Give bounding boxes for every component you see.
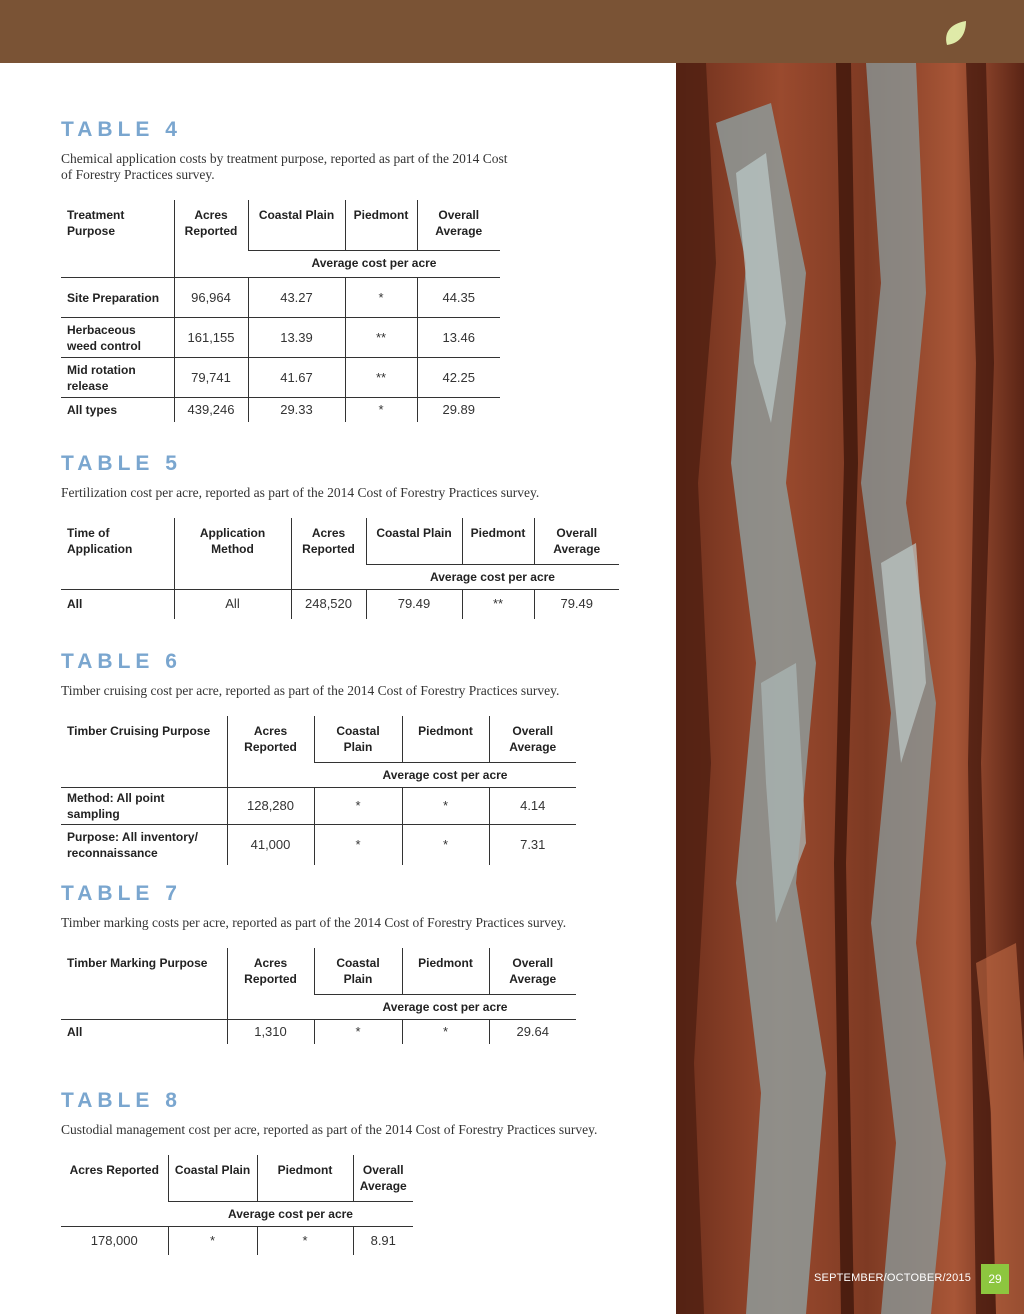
issue-date: SEPTEMBER/OCTOBER/2015 <box>814 1272 972 1284</box>
column-header: Overall Average <box>353 1155 413 1202</box>
column-header: Piedmont <box>462 518 534 565</box>
table-6-caption: Timber cruising cost per acre, reported as part of the 2014 Cost of Forestry Practices survey. <box>61 683 560 698</box>
table-5 <box>61 518 619 619</box>
column-header: Coastal Plain <box>168 1155 257 1202</box>
table-row: Purpose: All inventory/ reconnaissance 41,000 * * 7.31 <box>61 825 576 865</box>
column-header: Piedmont <box>402 948 489 995</box>
table-7-heading: TABLE 7 <box>61 882 182 905</box>
column-header: Coastal Plain <box>366 518 462 565</box>
column-header: Timber Marking Purpose <box>67 956 208 970</box>
tree-bark-photo <box>676 63 1024 1314</box>
table-row: 178,000 * * 8.91 <box>61 1227 413 1255</box>
subheader: Average cost per acre <box>311 255 437 270</box>
table-8-caption: Custodial management cost per acre, reported as part of the 2014 Cost of Forestry Practices survey. <box>61 1122 598 1137</box>
table-8 <box>61 1155 413 1255</box>
table-row: Mid rotation release 79,741 41.67 ** 42.25 <box>61 358 500 398</box>
subheader: Average cost per acre <box>430 570 555 584</box>
table-7-caption: Timber marking costs per acre, reported as part of the 2014 Cost of Forestry Practices survey. <box>61 915 567 930</box>
column-header: Time of Application <box>67 526 133 556</box>
table-row: All types 439,246 29.33 * 29.89 <box>61 398 500 422</box>
column-header: Overall Average <box>489 948 576 995</box>
table-row: Method: All point sampling 128,280 * * 4.14 <box>61 788 576 825</box>
column-header: Overall Average <box>417 200 500 250</box>
table-5-heading: TABLE 5 <box>61 452 182 475</box>
table-row: Site Preparation 96,964 43.27 * 44.35 <box>61 278 500 318</box>
column-header: Acres Reported <box>174 200 248 278</box>
table-row: Herbaceous weed control 161,155 13.39 ** 13.46 <box>61 318 500 358</box>
table-4-heading: TABLE 4 <box>61 118 182 141</box>
column-header: Coastal Plain <box>314 716 402 763</box>
column-header: Piedmont <box>402 716 489 763</box>
column-header: Piedmont <box>257 1155 353 1202</box>
table-4-caption: Chemical application costs by treatment purpose, reported as part of the 2014 Cost of Forestry Practices survey. <box>61 151 508 182</box>
leaf-icon <box>944 21 966 45</box>
column-header: Application Method <box>174 518 291 590</box>
table-8-heading: TABLE 8 <box>61 1089 182 1112</box>
column-header: Overall Average <box>534 518 619 565</box>
column-header: Coastal Plain <box>248 200 345 250</box>
header-bar <box>0 0 1024 63</box>
column-header: Piedmont <box>345 200 417 250</box>
column-header: Acres Reported <box>291 518 366 590</box>
table-row: All All 248,520 79.49 ** 79.49 <box>61 590 619 619</box>
table-5-caption: Fertilization cost per acre, reported as part of the 2014 Cost of Forestry Practices survey. <box>61 485 540 500</box>
column-header: Acres Reported <box>69 1163 159 1177</box>
table-7 <box>61 948 576 1044</box>
column-header: Acres Reported <box>227 948 314 1020</box>
page-number: 29 <box>981 1264 1009 1294</box>
subheader: Average cost per acre <box>382 1000 508 1014</box>
column-header: Timber Cruising Purpose <box>67 724 211 738</box>
table-row: All 1,310 * * 29.64 <box>61 1020 576 1044</box>
table-6 <box>61 716 576 865</box>
column-header: Coastal Plain <box>314 948 402 995</box>
table-6-heading: TABLE 6 <box>61 650 182 673</box>
subheader: Average cost per acre <box>382 768 508 782</box>
column-header: Overall Average <box>489 716 576 763</box>
column-header: Treatment Purpose <box>67 208 125 238</box>
subheader: Average cost per acre <box>228 1207 353 1221</box>
column-header: Acres Reported <box>227 716 314 788</box>
table-4 <box>61 200 500 422</box>
